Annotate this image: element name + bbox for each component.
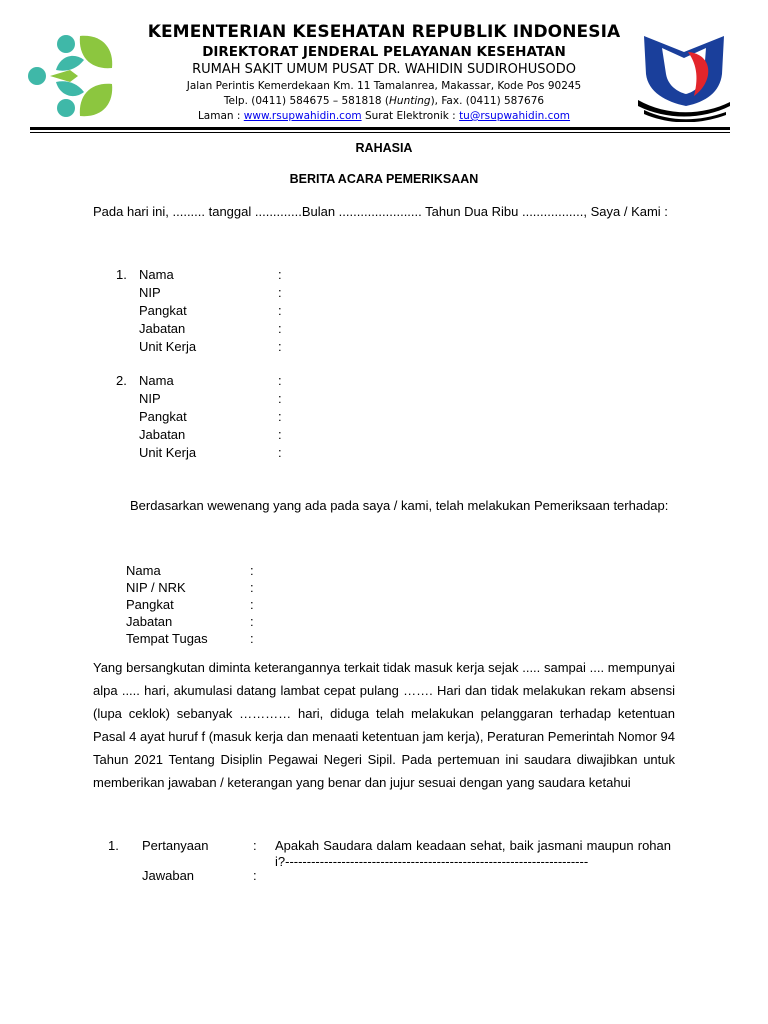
- directorate-name: DIREKTORAT JENDERAL PELAYANAN KESEHATAN: [202, 44, 566, 60]
- examiner-1-field-label: Unit Kerja: [139, 339, 197, 354]
- field-colon: :: [250, 631, 254, 646]
- examinee-row-nip: [126, 579, 326, 596]
- field-colon: :: [278, 445, 282, 460]
- examinee-row-nama: [126, 562, 326, 579]
- examinee-field-label: Jabatan: [126, 614, 173, 629]
- examiner-2-row-unit: [116, 444, 316, 462]
- examiner-2-row-nama: [116, 372, 316, 390]
- examiner-1-row-nip: [116, 284, 316, 302]
- answer-label: Jawaban: [142, 868, 195, 883]
- question-text: Apakah Saudara dalam keadaan sehat, baik jasmani maupun rohani?----------------------------------------------------------------------: [275, 838, 671, 869]
- web-label: Laman :: [197, 110, 244, 122]
- intro-paragraph: Pada hari ini, ......... tanggal .............Bulan ....................... Tahun Dua Ribu ................., Saya / Kami :: [93, 204, 668, 219]
- field-colon: :: [253, 838, 257, 853]
- examinee-field-label: Tempat Tugas: [126, 631, 208, 646]
- field-colon: :: [250, 580, 254, 595]
- examiner-2-row-pangkat: [116, 408, 316, 426]
- examiner-2-field-label: Unit Kerja: [139, 445, 197, 460]
- examiner-2-field-label: Nama: [139, 373, 174, 388]
- examinee-row-tempat: [126, 630, 326, 647]
- examinee-row-pangkat: [126, 596, 326, 613]
- examiner-1-row-jabatan: [116, 320, 316, 338]
- examiner-1-row-unit: [116, 338, 316, 356]
- website-link[interactable]: www.rsupwahidin.com: [243, 110, 362, 122]
- field-colon: :: [253, 868, 257, 883]
- examinee-field-label: NIP / NRK: [126, 580, 186, 595]
- field-colon: :: [250, 563, 254, 578]
- examiner-1-field-label: Nama: [139, 267, 174, 282]
- hospital-address: Jalan Perintis Kemerdekaan Km. 11 Tamalanrea, Makassar, Kode Pos 90245: [186, 80, 582, 92]
- phone-suffix: ), Fax. (0411) 587676: [430, 95, 545, 107]
- examiner-2-field-label: NIP: [139, 391, 161, 406]
- examinee-block: [126, 562, 326, 647]
- ministry-name: KEMENTERIAN KESEHATAN REPUBLIK INDONESIA: [147, 22, 621, 42]
- field-colon: :: [250, 614, 254, 629]
- header-rule-thick: [30, 127, 730, 130]
- statement-paragraph: Yang bersangkutan diminta keterangannya terkait tidak masuk kerja sejak ..... sampai .... mempunyai alpa ..... hari, akumulasi datang lambat cepat pulang ……. Hari dan tidak melakukan rekam absensi (lupa ceklok) sebanyak ………… hari, diduga telah melakukan pelanggaran terhadap ketentuan Pasal 4 ayat huruf f (masuk kerja dan menaati ketentuan jam kerja), Peraturan Pemerintah Nomor 94 Tahun 2021 Tentang Disiplin Pegawai Negeri Sipil. Pada pertemuan ini saudara diwajibkan untuk memberikan jawaban / keterangan yang benar dan jujur sesuai dengan yang saudara ketahui: [93, 660, 675, 790]
- phone-prefix: Telp. (0411) 584675 – 581818 (: [223, 95, 390, 107]
- basis-paragraph: Berdasarkan wewenang yang ada pada saya / kami, telah melakukan Pemeriksaan terhadap:: [130, 498, 669, 513]
- hospital-phone: [0, 95, 768, 107]
- email-label: Surat Elektronik :: [361, 110, 460, 122]
- field-colon: :: [250, 597, 254, 612]
- examiner-2-row-jabatan: [116, 426, 316, 444]
- field-colon: :: [278, 285, 282, 300]
- email-link[interactable]: tu@rsupwahidin.com: [459, 110, 571, 122]
- phone-hunting: Hunting: [389, 95, 431, 107]
- field-colon: :: [278, 427, 282, 442]
- examiner-2-field-label: Jabatan: [139, 427, 186, 442]
- examiner-2-number: 2.: [116, 373, 127, 388]
- examiner-1-field-label: NIP: [139, 285, 161, 300]
- field-colon: :: [278, 409, 282, 424]
- question-label: Pertanyaan: [142, 838, 209, 853]
- field-colon: :: [278, 303, 282, 318]
- examiner-1-field-label: Pangkat: [139, 303, 187, 318]
- field-colon: :: [278, 373, 282, 388]
- examinee-row-jabatan: [126, 613, 326, 630]
- examiner-2-row-nip: [116, 390, 316, 408]
- examinee-field-label: Pangkat: [126, 597, 174, 612]
- field-colon: :: [278, 267, 282, 282]
- header-rule-thin: [30, 132, 730, 133]
- examiner-1-row-pangkat: [116, 302, 316, 320]
- classification-label: RAHASIA: [355, 141, 413, 155]
- qa-number: 1.: [108, 838, 119, 853]
- examiner-2-block: [116, 372, 316, 462]
- examiner-2-field-label: Pangkat: [139, 409, 187, 424]
- document-title: BERITA ACARA PEMERIKSAAN: [289, 172, 479, 186]
- examinee-field-label: Nama: [126, 563, 161, 578]
- examiner-1-block: [116, 266, 316, 356]
- hospital-name: RUMAH SAKIT UMUM PUSAT DR. WAHIDIN SUDIROHUSODO: [192, 62, 576, 77]
- examiner-1-number: 1.: [116, 267, 127, 282]
- field-colon: :: [278, 339, 282, 354]
- field-colon: :: [278, 391, 282, 406]
- hospital-contact: [0, 110, 768, 122]
- examiner-1-field-label: Jabatan: [139, 321, 186, 336]
- field-colon: :: [278, 321, 282, 336]
- examiner-1-row-nama: [116, 266, 316, 284]
